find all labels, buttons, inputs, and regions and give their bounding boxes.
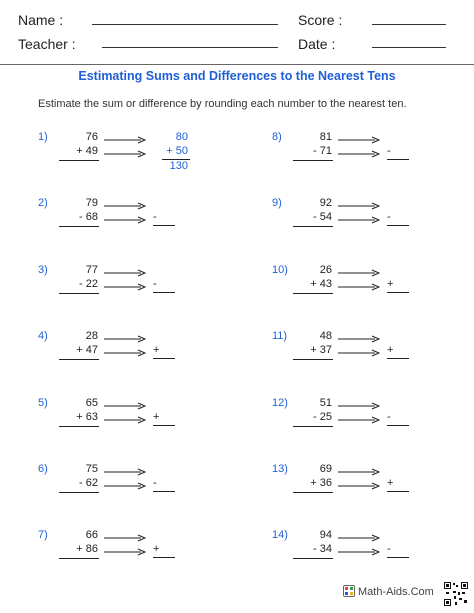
problem-number: 7)	[38, 529, 48, 541]
first-number: 65	[85, 397, 98, 409]
answer-blank[interactable]	[153, 557, 175, 558]
problem-number: 11)	[272, 330, 288, 342]
second-number: + 47	[76, 344, 98, 356]
arrow-right-icon	[104, 149, 146, 161]
problem	[272, 264, 472, 324]
arrow-right-icon	[338, 334, 380, 346]
problem	[38, 529, 238, 589]
answer-blank[interactable]	[153, 225, 175, 226]
problem-number: 13)	[272, 463, 288, 475]
sum-line	[293, 359, 333, 360]
first-number: 76	[85, 131, 98, 143]
sum-line	[59, 293, 99, 294]
operation-sign: -	[153, 477, 157, 489]
arrow-right-icon	[104, 334, 146, 346]
problem	[272, 529, 472, 589]
second-number: + 63	[76, 411, 98, 423]
answer-blank[interactable]	[387, 557, 409, 558]
second-number: - 54	[313, 211, 332, 223]
sum-line	[59, 426, 99, 427]
problem-number: 14)	[272, 529, 288, 541]
arrow-right-icon	[104, 481, 146, 493]
arrow-right-icon	[338, 149, 380, 161]
second-number: + 43	[310, 278, 332, 290]
sum-line	[293, 426, 333, 427]
arrow-right-icon	[338, 547, 380, 559]
second-number: + 36	[310, 477, 332, 489]
answer-blank[interactable]	[153, 358, 175, 359]
rounded-first: 80	[175, 131, 188, 143]
problem	[272, 397, 472, 457]
second-number: - 34	[313, 543, 332, 555]
problem	[38, 397, 238, 457]
problem-number: 10)	[272, 264, 288, 276]
first-number: 66	[85, 529, 98, 541]
arrow-right-icon	[338, 215, 380, 227]
arrow-right-icon	[104, 415, 146, 427]
teacher-label: Teacher :	[18, 36, 76, 52]
problem-number: 8)	[272, 131, 282, 143]
operation-sign: -	[153, 211, 157, 223]
first-number: 79	[85, 197, 98, 209]
arrow-right-icon	[338, 401, 380, 413]
answer-blank[interactable]	[153, 292, 175, 293]
first-number: 69	[319, 463, 332, 475]
problem	[38, 264, 238, 324]
date-field[interactable]	[372, 47, 446, 48]
answer-blank[interactable]	[153, 425, 175, 426]
answer-blank[interactable]	[387, 358, 409, 359]
problem-number: 2)	[38, 197, 48, 209]
answer-blank[interactable]	[153, 491, 175, 492]
second-number: - 22	[79, 278, 98, 290]
arrow-right-icon	[104, 348, 146, 360]
name-label: Name :	[18, 12, 64, 28]
answer-blank[interactable]	[387, 159, 409, 160]
score-label: Score :	[298, 12, 343, 28]
sum-line	[59, 492, 99, 493]
arrow-right-icon	[338, 533, 380, 545]
problem-number: 4)	[38, 330, 48, 342]
sum-line	[293, 293, 333, 294]
problem	[272, 131, 472, 191]
date-label: Date :	[298, 36, 336, 52]
sum-line	[59, 359, 99, 360]
name-field[interactable]	[92, 24, 278, 25]
second-number: + 86	[76, 543, 98, 555]
problem-number: 6)	[38, 463, 48, 475]
instructions: Estimate the sum or difference by rounding each number to the nearest ten.	[38, 98, 407, 110]
answer-blank[interactable]	[387, 292, 409, 293]
arrow-right-icon	[104, 215, 146, 227]
problem-number: 1)	[38, 131, 48, 143]
first-number: 26	[319, 264, 332, 276]
arrow-right-icon	[338, 415, 380, 427]
sum-line	[59, 226, 99, 227]
arrow-right-icon	[104, 282, 146, 294]
problem	[272, 197, 472, 257]
worksheet-title: Estimating Sums and Differences to the Nearest Tens	[78, 69, 396, 83]
arrow-right-icon	[104, 201, 146, 213]
answer-blank[interactable]	[387, 425, 409, 426]
arrow-right-icon	[104, 268, 146, 280]
first-number: 51	[319, 397, 332, 409]
arrow-right-icon	[338, 481, 380, 493]
sum-line	[293, 226, 333, 227]
problem	[38, 197, 238, 257]
operation-sign: -	[387, 543, 391, 555]
arrow-right-icon	[338, 348, 380, 360]
answer-blank[interactable]	[387, 491, 409, 492]
sum-line	[59, 160, 99, 161]
first-number: 48	[319, 330, 332, 342]
second-number: - 71	[313, 145, 332, 157]
arrow-right-icon	[104, 135, 146, 147]
score-field[interactable]	[372, 24, 446, 25]
operation-sign: -	[387, 411, 391, 423]
arrow-right-icon	[104, 467, 146, 479]
problem	[38, 463, 238, 523]
arrow-right-icon	[338, 282, 380, 294]
logo-text: Math-Aids.Com	[358, 586, 434, 598]
sum-line	[293, 160, 333, 161]
operation-sign: -	[387, 211, 391, 223]
problem	[38, 131, 238, 191]
operation-sign: +	[387, 477, 394, 489]
second-number: + 37	[310, 344, 332, 356]
first-number: 81	[319, 131, 332, 143]
second-number: + 49	[76, 145, 98, 157]
first-number: 92	[319, 197, 332, 209]
second-number: - 62	[79, 477, 98, 489]
calculator-icon	[343, 585, 355, 597]
operation-sign: +	[153, 543, 160, 555]
operation-sign: +	[387, 278, 394, 290]
sum-line	[293, 558, 333, 559]
sum-line	[59, 558, 99, 559]
first-number: 77	[85, 264, 98, 276]
arrow-right-icon	[338, 467, 380, 479]
operation-sign: -	[387, 145, 391, 157]
arrow-right-icon	[338, 201, 380, 213]
problem-number: 12)	[272, 397, 288, 409]
rounded-second: + 50	[166, 145, 188, 157]
arrow-right-icon	[104, 401, 146, 413]
problem	[272, 330, 472, 390]
answer-blank[interactable]	[387, 225, 409, 226]
problem	[38, 330, 238, 390]
operation-sign: -	[153, 278, 157, 290]
problem-number: 3)	[38, 264, 48, 276]
second-number: - 68	[79, 211, 98, 223]
brand-logo	[343, 585, 434, 598]
first-number: 94	[319, 529, 332, 541]
qr-code-icon	[443, 581, 469, 607]
problem-number: 5)	[38, 397, 48, 409]
sum-line	[293, 492, 333, 493]
first-number: 28	[85, 330, 98, 342]
arrow-right-icon	[104, 547, 146, 559]
operation-sign: +	[153, 344, 160, 356]
problem	[272, 463, 472, 523]
arrow-right-icon	[104, 533, 146, 545]
operation-sign: +	[153, 411, 160, 423]
problem-number: 9)	[272, 197, 282, 209]
second-number: - 25	[313, 411, 332, 423]
teacher-field[interactable]	[102, 47, 278, 48]
arrow-right-icon	[338, 135, 380, 147]
estimated-result: 130	[169, 160, 188, 172]
arrow-right-icon	[338, 268, 380, 280]
first-number: 75	[85, 463, 98, 475]
header-divider	[0, 64, 474, 65]
operation-sign: +	[387, 344, 394, 356]
